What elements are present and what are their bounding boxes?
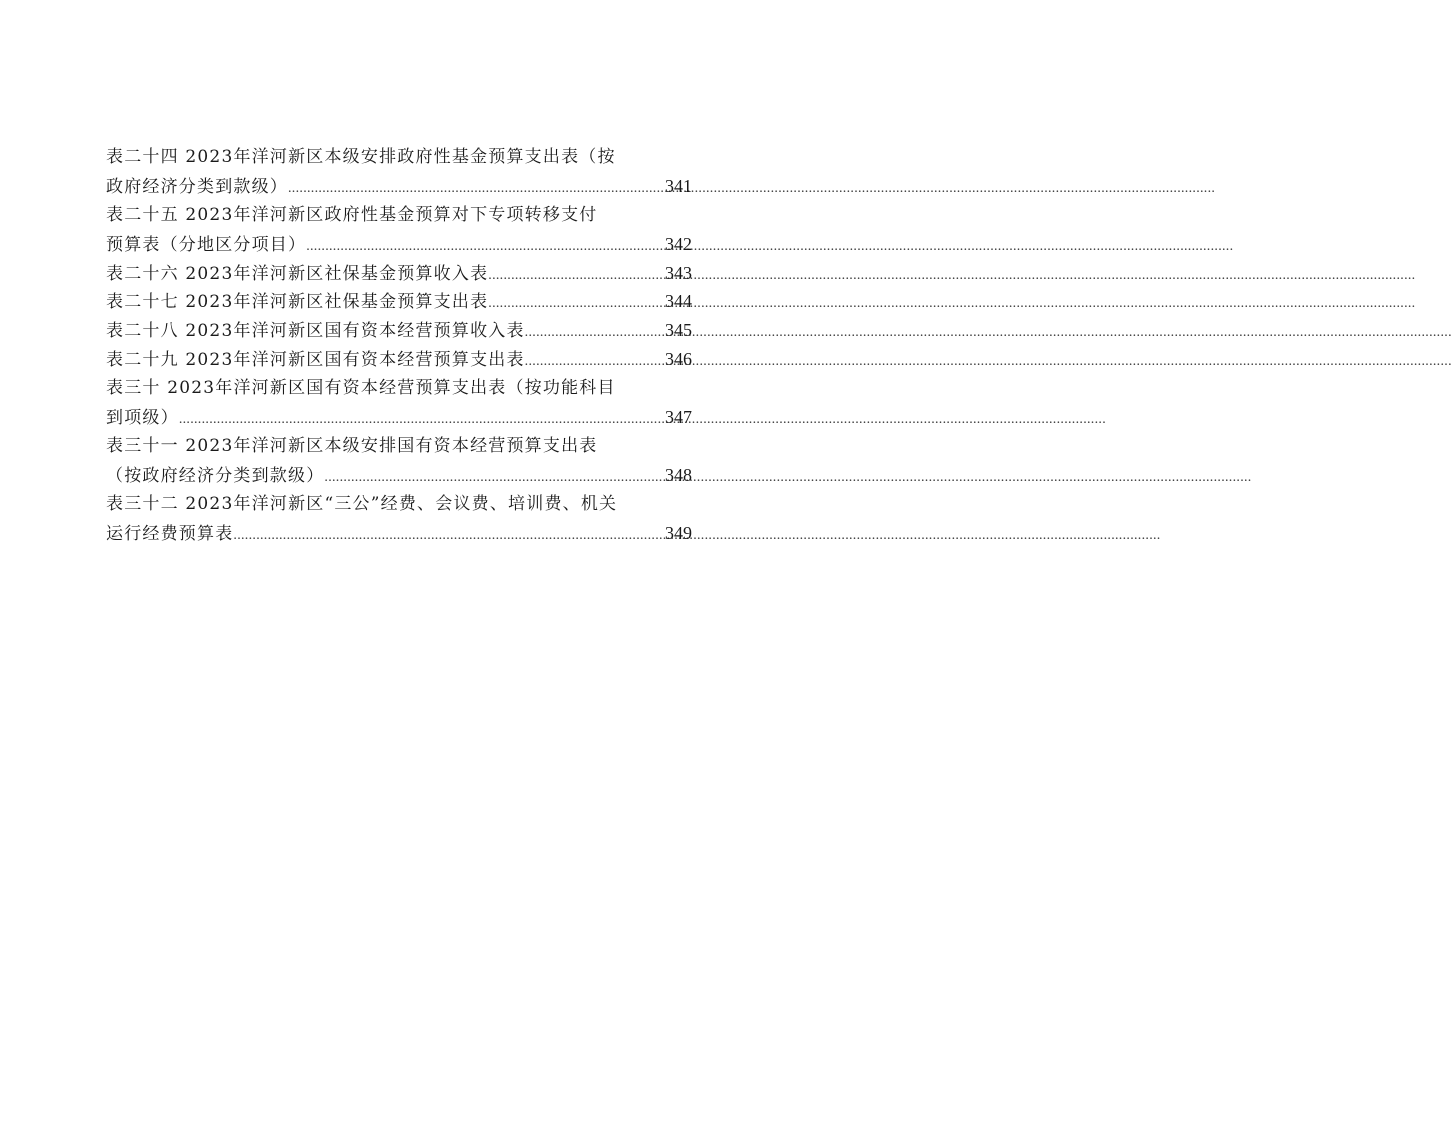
toc-entry-30-line1[interactable] — [106, 374, 692, 403]
toc-entry-24-line2[interactable] — [106, 172, 692, 201]
dot-leader — [488, 290, 664, 319]
dot-leader — [306, 233, 664, 262]
toc-entry-29[interactable] — [106, 345, 692, 374]
dot-leader — [525, 348, 664, 377]
toc-page-number: 347 — [665, 407, 692, 428]
toc-page-number: 348 — [665, 464, 692, 485]
toc-page-number: 345 — [665, 320, 692, 341]
toc-entry-25-line2[interactable] — [106, 230, 692, 259]
toc-entry-title: 表二十七 2023年洋河新区社保基金预算支出表 — [106, 292, 489, 313]
toc-entry-title-cont: 政府经济分类到款级） — [106, 176, 288, 197]
table-of-contents — [106, 143, 692, 547]
toc-page-number: 346 — [665, 349, 692, 370]
toc-entry-title: 表二十九 2023年洋河新区国有资本经营预算支出表 — [106, 350, 525, 371]
toc-entry-title-cont: （按政府经济分类到款级） — [106, 465, 325, 486]
toc-entry-title: 表二十八 2023年洋河新区国有资本经营预算收入表 — [106, 321, 525, 342]
toc-entry-28[interactable] — [106, 316, 692, 345]
dot-leader — [179, 406, 664, 435]
toc-entry-title: 表三十 2023年洋河新区国有资本经营预算支出表（按功能科目 — [106, 378, 616, 399]
toc-entry-32-line2[interactable] — [106, 519, 692, 548]
toc-entry-title: 表二十五 2023年洋河新区政府性基金预算对下专项转移支付 — [106, 204, 598, 225]
toc-entry-title: 表二十四 2023年洋河新区本级安排政府性基金预算支出表（按 — [106, 147, 616, 167]
toc-entry-30-line2[interactable] — [106, 403, 692, 432]
toc-entry-title: 表三十一 2023年洋河新区本级安排国有资本经营预算支出表 — [106, 435, 598, 456]
dot-leader — [324, 464, 664, 493]
toc-entry-32-line1[interactable] — [106, 490, 692, 519]
toc-entry-31-line1[interactable] — [106, 432, 692, 461]
toc-entry-31-line2[interactable] — [106, 461, 692, 490]
toc-page-number: 349 — [665, 522, 692, 543]
dot-leader — [233, 522, 664, 551]
toc-entry-27[interactable] — [106, 287, 692, 316]
toc-page-number: 341 — [665, 175, 692, 196]
dot-leader — [288, 175, 664, 204]
toc-entry-title-cont: 运行经费预算表 — [106, 523, 234, 544]
toc-entry-title: 表三十二 2023年洋河新区“三公”经费、会议费、培训费、机关 — [106, 493, 618, 514]
toc-entry-title-cont: 预算表（分地区分项目） — [106, 234, 307, 255]
toc-entry-title: 表二十六 2023年洋河新区社保基金预算收入表 — [106, 263, 489, 284]
dot-leader — [525, 319, 664, 348]
toc-entry-26[interactable] — [106, 259, 692, 288]
toc-page-number: 343 — [665, 262, 692, 283]
toc-page-number: 342 — [665, 233, 692, 254]
toc-entry-title-cont: 到项级） — [106, 408, 179, 429]
toc-entry-24-line1[interactable] — [106, 143, 692, 172]
toc-entry-25-line1[interactable] — [106, 201, 692, 230]
dot-leader — [488, 262, 664, 291]
toc-page-number: 344 — [665, 291, 692, 312]
